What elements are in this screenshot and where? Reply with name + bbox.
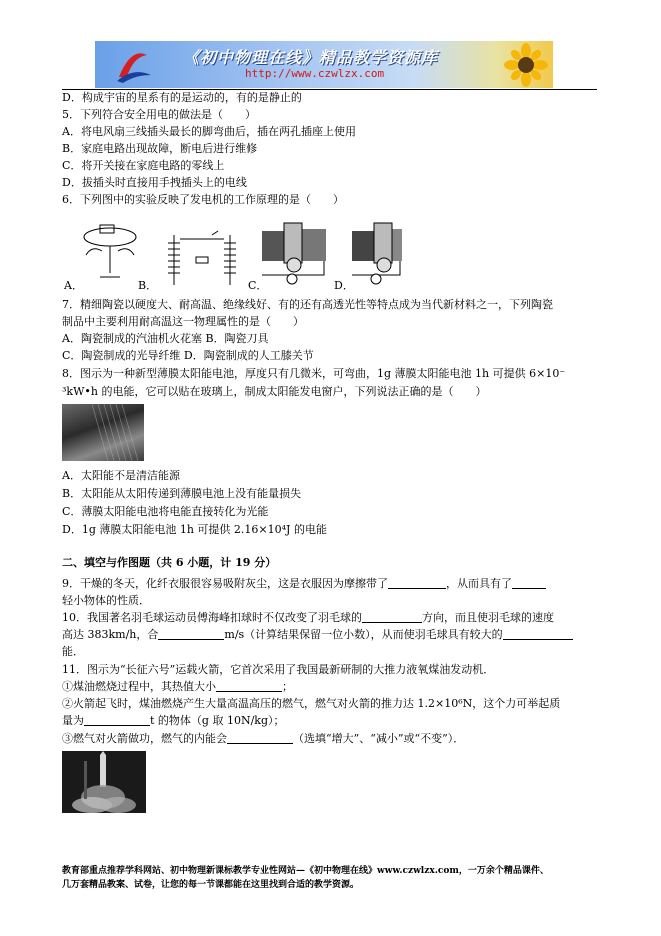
- q6-figures: [62, 215, 402, 293]
- q8-option-d: D．1g 薄膜太阳能电池 1h 可提供 2.16×10⁴J 的电能: [62, 523, 327, 536]
- q11-part-2-cont: 量为 t 的物体（g 取 10N/kg）；: [62, 714, 285, 727]
- q4-option-d: D．构成宇宙的星系有的是运动的，有的是静止的: [62, 91, 302, 104]
- q10-line-3: 能．: [62, 645, 84, 658]
- q9-line-1: 9．干燥的冬天，化纤衣服很容易吸附灰尘，这是衣服因为摩擦带了 ，从而具有了: [62, 576, 546, 592]
- logo-icon: [113, 45, 153, 85]
- figure-d-diagram: [352, 223, 402, 284]
- banner-title: 《初中物理在线》精品教学资源库: [183, 48, 439, 67]
- section-heading: 二、填空与作图题（共 6 小题，计 19 分）: [62, 556, 277, 569]
- q11-stem: 11．图示为“长征六号”运载火箭，它首次采用了我国最新研制的大推力液氧煤油发动机．: [62, 663, 495, 676]
- q11-part-2: ②火箭起飞时，煤油燃烧产生大量高温高压的燃气，燃气对火箭的推力达 1.2×10⁶N，这个力可举起质: [62, 697, 561, 710]
- figure-d-label: D．: [334, 279, 354, 292]
- q5-option-c: C．将开关接在家庭电路的零线上: [62, 159, 225, 172]
- q7-stem-1: 7．精细陶瓷以硬度大、耐高温、绝缘线好、有的还有高透光性等特点成为当代新材料之一，下列陶瓷: [62, 298, 553, 311]
- rocket-illustration: [62, 751, 146, 813]
- answer-blank[interactable]: [503, 627, 573, 640]
- answer-blank[interactable]: [388, 576, 446, 589]
- figure-b-diagram: [168, 231, 236, 285]
- figure-c-label: C．: [248, 279, 268, 292]
- solar-film-photo: [62, 404, 144, 461]
- sunflower-icon: [503, 43, 549, 87]
- figure-a-diagram: [84, 225, 136, 277]
- banner-url: http://www.czwlzx.com: [245, 67, 385, 80]
- header-banner: [95, 41, 553, 88]
- answer-blank[interactable]: [362, 610, 422, 623]
- q8-option-b: B．太阳能从太阳传递到薄膜电池上没有能量损失: [62, 487, 302, 500]
- q11-part-3: ③燃气对火箭做功，燃气的内能会 （选填“增大”、“减小”或“不变”）．: [62, 732, 465, 745]
- solar-film-texture: [62, 404, 144, 461]
- rocket-launch-photo: [62, 751, 146, 813]
- answer-blank[interactable]: [216, 679, 282, 692]
- q5-option-a: A．将电风扇三线插头最长的脚弯曲后，插在两孔插座上使用: [62, 125, 356, 138]
- footer-line-1: 教育部重点推荐学科网站、初中物理新课标教学专业性网站—《初中物理在线》www.czwlzx.com，一万余个精品课件、: [62, 866, 549, 876]
- q11-part-1: ①煤油燃烧过程中，其热值大小 ；: [62, 680, 293, 693]
- figure-c-diagram: [262, 223, 326, 284]
- answer-blank[interactable]: [227, 731, 293, 744]
- answer-blank[interactable]: [158, 627, 224, 640]
- q5-option-d: D．拔插头时直接用手拽插头上的电线: [62, 176, 247, 189]
- q5-option-b: B．家庭电路出现故障，断电后进行维修: [62, 142, 258, 155]
- q8-option-a: A．太阳能不是清洁能源: [62, 469, 180, 482]
- q8-stem-1: 8．图示为一种新型薄膜太阳能电池，厚度只有几微米，可弯曲，1g 薄膜太阳能电池 1h 可提供 6×10⁻: [62, 367, 566, 380]
- figure-b-label: B．: [138, 279, 158, 292]
- figure-a-label: A．: [64, 279, 83, 292]
- q8-stem-2: ³kW•h 的电能，它可以贴在玻璃上，制成太阳能发电窗户，下列说法正确的是（ ）: [62, 385, 487, 398]
- answer-blank[interactable]: [512, 576, 546, 589]
- q10-line-1: 10．我国著名羽毛球运动员傅海峰扣球时不仅改变了羽毛球的 方向，而且使羽毛球的速度: [62, 611, 554, 624]
- q5-stem: 5．下列符合安全用电的做法是（ ）: [62, 108, 256, 121]
- q6-stem: 6．下列图中的实验反映了发电机的工作原理的是（ ）: [62, 193, 344, 206]
- q7-stem-2: 制品中主要利用耐高温这一物理属性的是（ ）: [62, 315, 304, 328]
- q8-option-c: C．薄膜太阳能电池将电能直接转化为光能: [62, 505, 269, 518]
- q10-line-2: 高达 383km/h，合 m/s（计算结果保留一位小数），从而使羽毛球具有较大的: [62, 627, 573, 643]
- q7-options-cd: C．陶瓷制成的光导纤维 D．陶瓷制成的人工膝关节: [62, 349, 314, 362]
- footer-line-2: 几万套精品教案、试卷，让您的每一节课都能在这里找到合适的教学资源。: [62, 880, 360, 890]
- q7-options-ab: A．陶瓷制成的汽油机火花塞 B．陶瓷刀具: [62, 332, 269, 345]
- answer-blank[interactable]: [84, 713, 150, 726]
- q9-line-2: 轻小物体的性质．: [62, 594, 150, 607]
